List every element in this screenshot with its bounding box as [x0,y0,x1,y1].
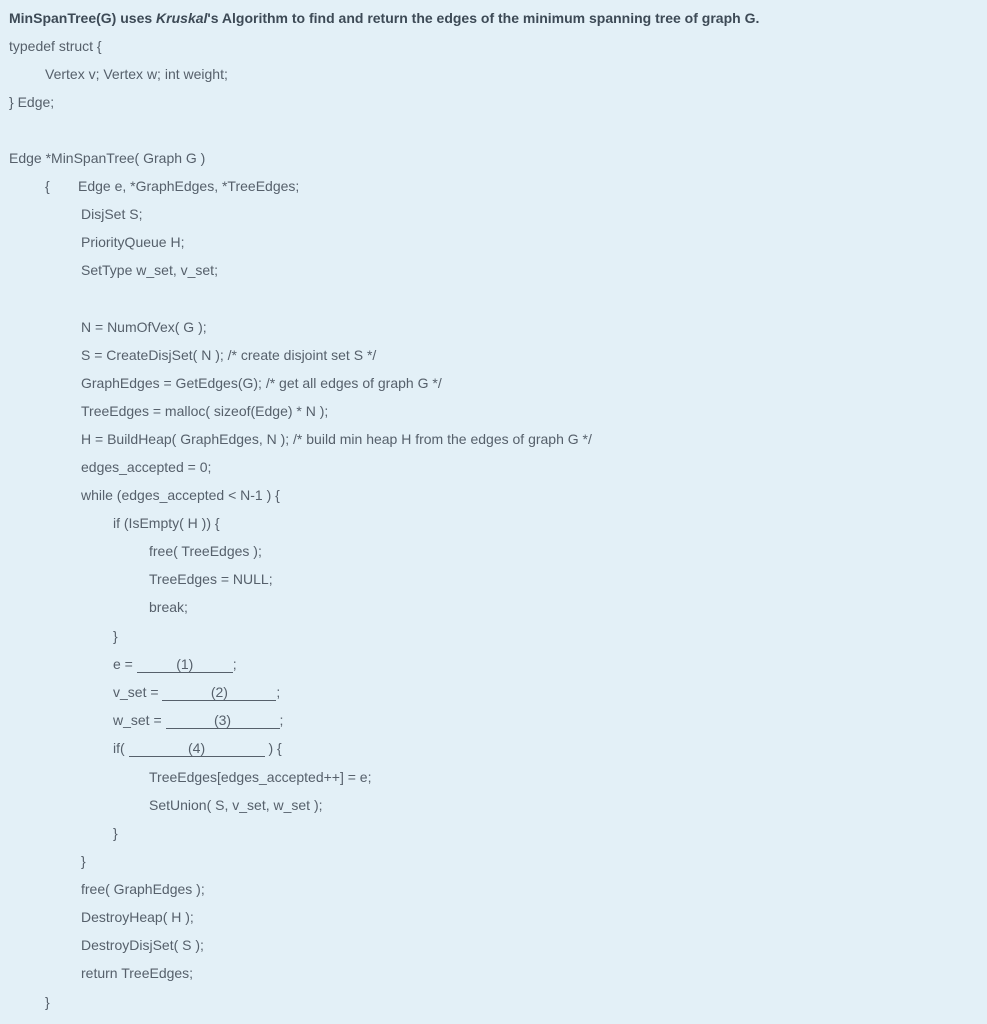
code-decl-pq: PriorityQueue H; [81,234,185,250]
fill-blank-2[interactable]: (2) [162,685,276,701]
code-stmt-te: TreeEdges = malloc( sizeof(Edge) * N ); [81,403,329,419]
code-close-if-2: } [113,825,118,841]
code-e-assign: e = [113,656,137,672]
code-semicolon-2: ; [276,684,281,700]
code-wset-assign-line [113,711,283,729]
code-vset-assign-line [113,683,280,701]
code-te-assign: TreeEdges[edges_accepted++] = e; [149,769,372,785]
code-struct-fields: Vertex v; Vertex w; int weight; [45,66,228,82]
fill-blank-1[interactable]: (1) [137,657,233,673]
code-open-brace: { [45,178,50,194]
code-break: break; [149,599,188,615]
title-prefix: MinSpanTree(G) uses [9,10,157,26]
code-close-if: } [113,628,118,644]
code-return: return TreeEdges; [81,965,194,981]
code-stmt-n: N = NumOfVex( G ); [81,319,207,335]
code-decl-settype: SetType w_set, v_set; [81,262,218,278]
code-destroy-heap: DestroyHeap( H ); [81,909,194,925]
code-stmt-ge: GraphEdges = GetEdges(G); /* get all edges of graph G */ [81,375,442,391]
code-te-null: TreeEdges = NULL; [149,571,273,587]
code-vset-assign: v_set = [113,684,163,700]
code-set-union: SetUnion( S, v_set, w_set ); [149,797,323,813]
code-semicolon-1: ; [232,656,237,672]
code-if-open: if( [113,740,129,756]
code-close-while: } [81,853,86,869]
code-decl-edges: Edge e, *GraphEdges, *TreeEdges; [78,178,300,194]
code-typedef-open: typedef struct { [9,38,102,54]
code-if-close: ) { [264,740,282,756]
code-stmt-ea: edges_accepted = 0; [81,459,212,475]
code-close-func: } [45,994,50,1010]
title-emphasis: Kruskal [156,10,208,26]
code-stmt-s: S = CreateDisjSet( N ); /* create disjoint set S */ [81,347,377,363]
fill-blank-4[interactable]: (4) [129,741,265,757]
code-wset-assign: w_set = [113,712,166,728]
question-title [9,9,759,27]
code-stmt-h: H = BuildHeap( GraphEdges, N ); /* build min heap H from the edges of graph G */ [81,431,592,447]
fill-blank-3[interactable]: (3) [166,713,280,729]
title-suffix: 's Algorithm to find and return the edges of the minimum spanning tree of graph G. [207,10,760,26]
code-decl-disjset: DisjSet S; [81,206,143,222]
code-typedef-close: } Edge; [9,94,55,110]
code-e-assign-line [113,655,237,673]
code-semicolon-3: ; [279,712,284,728]
code-while-head: while (edges_accepted < N-1 ) { [81,487,280,503]
code-func-signature: Edge *MinSpanTree( Graph G ) [9,150,206,166]
code-if-empty: if (IsEmpty( H )) { [113,515,220,531]
code-if-condition-line [113,739,282,757]
code-free-ge: free( GraphEdges ); [81,881,205,897]
code-destroy-set: DestroyDisjSet( S ); [81,937,204,953]
code-free-te: free( TreeEdges ); [149,543,262,559]
